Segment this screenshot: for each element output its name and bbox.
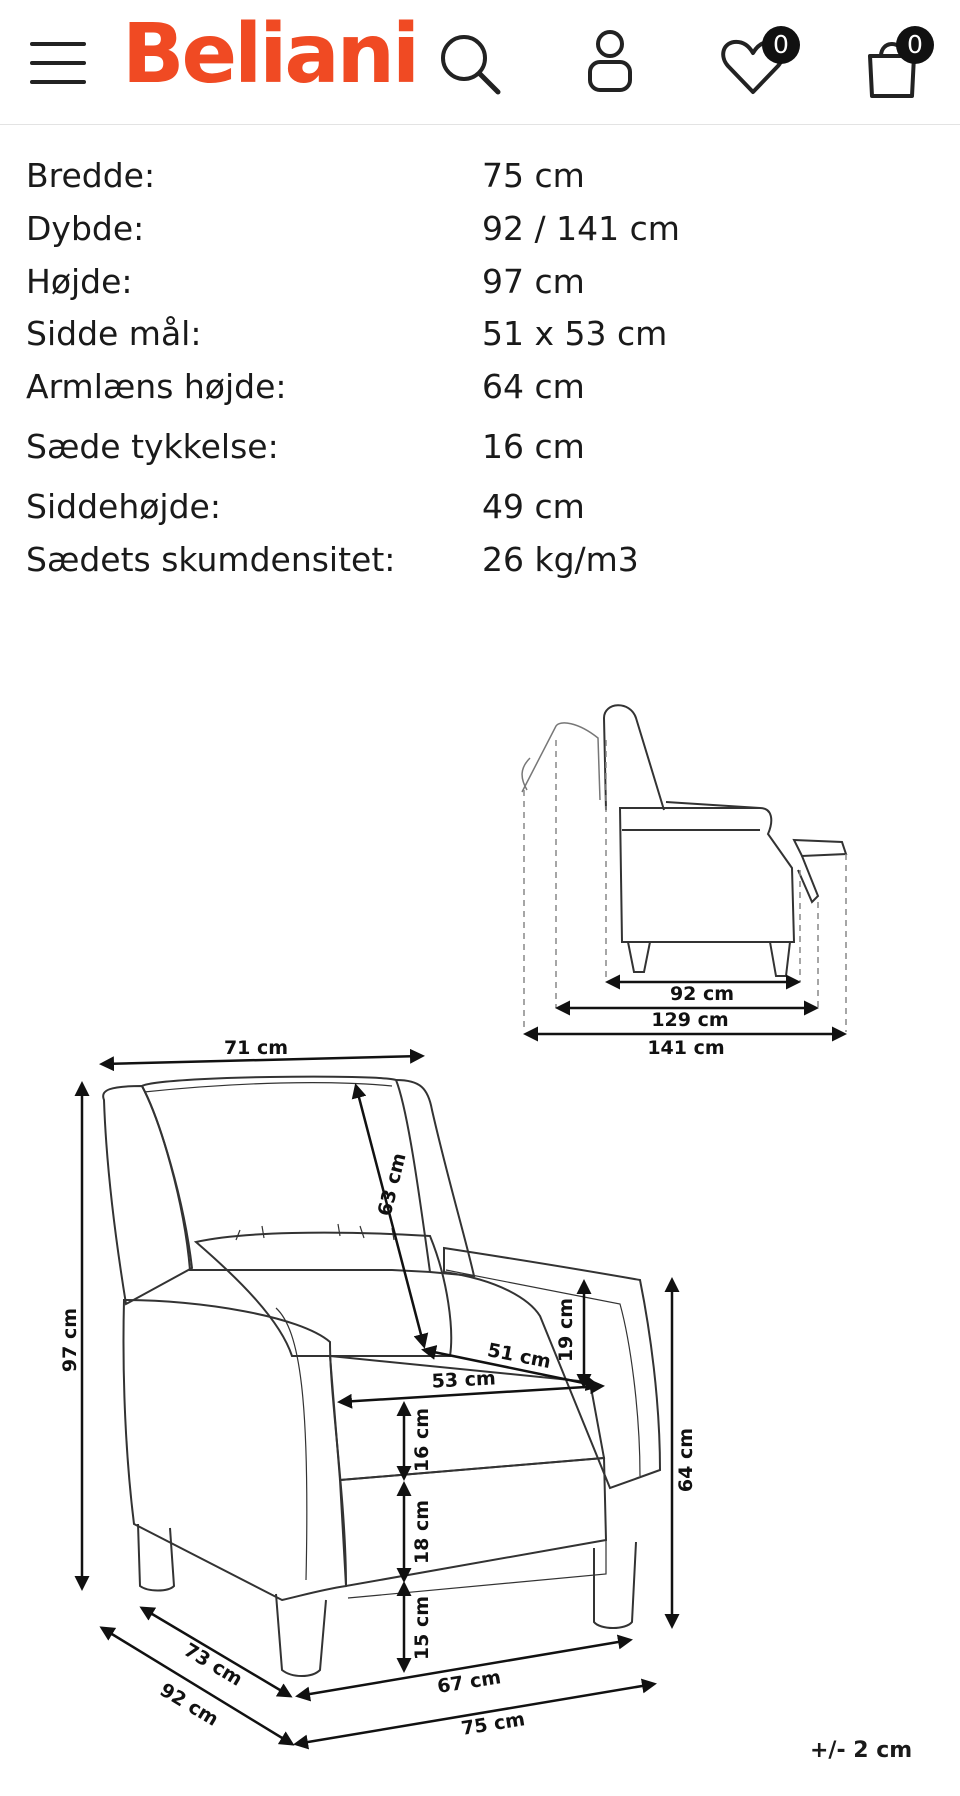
search-button[interactable] — [436, 30, 506, 100]
search-icon — [436, 30, 506, 100]
dim-label: 18 cm — [411, 1499, 433, 1565]
spec-value: 92 / 141 cm — [482, 209, 680, 248]
spec-label: Siddehøjde: — [26, 487, 221, 526]
spec-label: Armlæns højde: — [26, 367, 287, 406]
dim-label: 141 cm — [647, 1037, 725, 1059]
spec-value: 64 cm — [482, 367, 585, 406]
spec-label: Sæde tykkelse: — [26, 427, 279, 466]
dim-label: 63 cm — [373, 1150, 411, 1219]
site-header — [0, 0, 960, 125]
wishlist-button[interactable] — [718, 22, 808, 102]
cart-count-badge: 0 — [896, 26, 934, 64]
dim-label: 67 cm — [435, 1666, 503, 1698]
dim-label: 92 cm — [669, 983, 735, 1005]
spec-label: Bredde: — [26, 156, 156, 195]
wishlist-count-badge: 0 — [762, 26, 800, 64]
cart-button[interactable] — [862, 22, 952, 102]
dim-label: 16 cm — [411, 1407, 433, 1473]
spec-value: 16 cm — [482, 427, 585, 466]
spec-label: Sidde mål: — [26, 314, 202, 353]
spec-label: Højde: — [26, 262, 133, 301]
spec-label: Dybde: — [26, 209, 145, 248]
spec-value: 97 cm — [482, 262, 585, 301]
tolerance-note: +/- 2 cm — [810, 1738, 913, 1763]
dim-label: 129 cm — [651, 1009, 729, 1031]
dim-label: 15 cm — [411, 1595, 433, 1661]
spec-value: 49 cm — [482, 487, 585, 526]
dim-label: 64 cm — [675, 1427, 697, 1493]
spec-value: 51 x 53 cm — [482, 314, 668, 353]
dim-label: 19 cm — [555, 1297, 577, 1363]
dim-label: 51 cm — [485, 1339, 553, 1374]
dim-label: 92 cm — [155, 1678, 223, 1731]
front-dimension-lines — [82, 1056, 672, 1744]
spec-value: 75 cm — [482, 156, 585, 195]
account-button[interactable] — [582, 28, 638, 94]
dimension-diagram — [0, 640, 960, 1796]
dim-label: 97 cm — [59, 1307, 81, 1373]
menu-icon[interactable] — [30, 40, 86, 86]
dim-label: 73 cm — [179, 1638, 247, 1691]
dim-label: 53 cm — [431, 1367, 497, 1393]
user-icon — [582, 28, 638, 94]
dim-label: 75 cm — [459, 1708, 527, 1740]
front-view — [103, 1077, 660, 1676]
spec-value: 26 kg/m3 — [482, 540, 639, 579]
logo[interactable]: Beliani — [122, 7, 418, 102]
dim-label: 71 cm — [223, 1037, 289, 1059]
spec-label: Sædets skumdensitet: — [26, 540, 396, 579]
